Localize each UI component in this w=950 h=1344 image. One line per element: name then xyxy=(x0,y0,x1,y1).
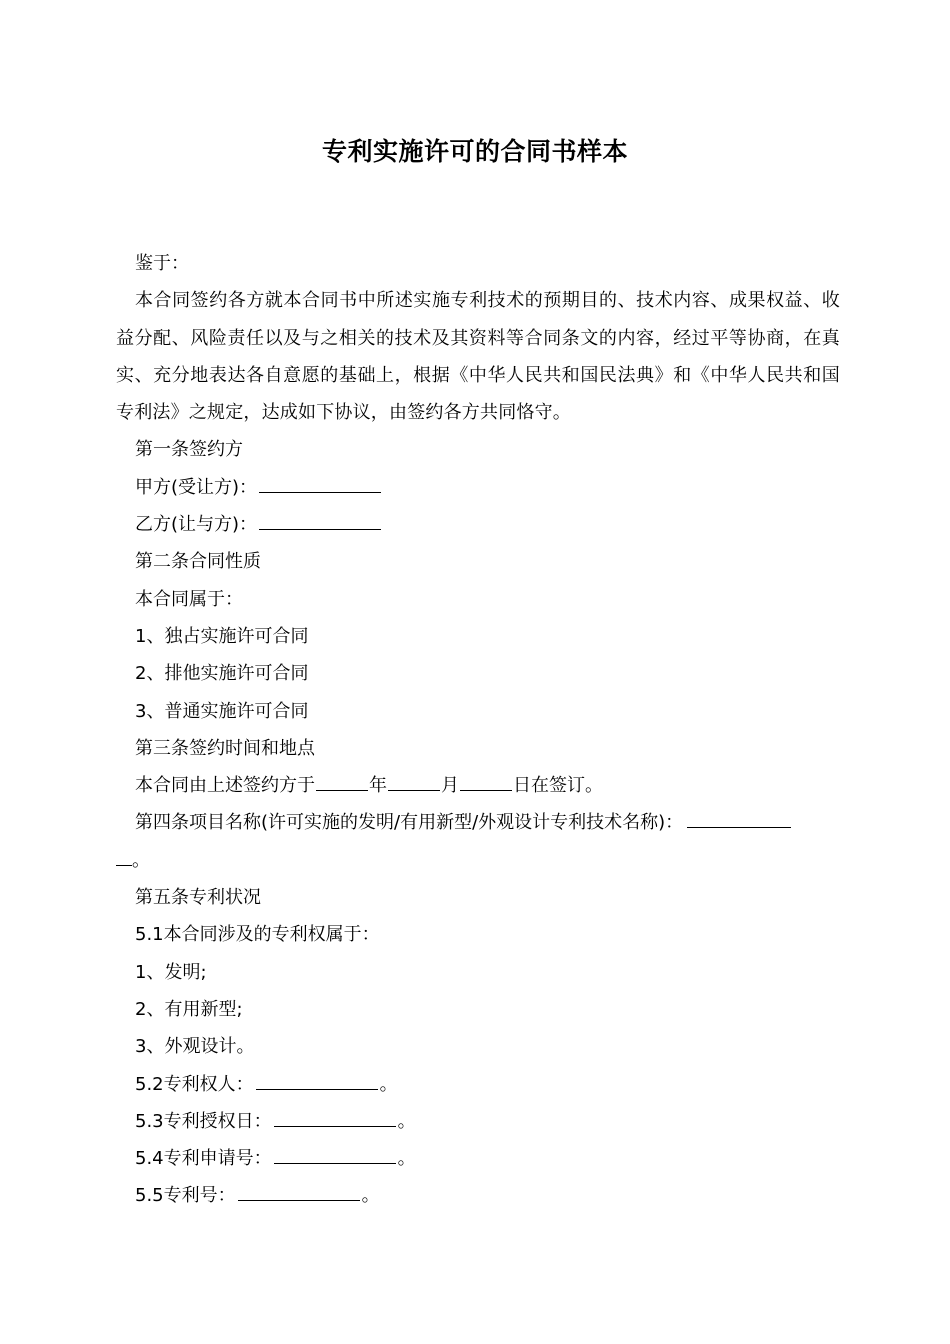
document-body xyxy=(116,245,840,1215)
article-4-continuation xyxy=(116,842,840,879)
party-a-label: 甲方(受让方)： xyxy=(135,476,258,498)
article-5-5-line xyxy=(116,1177,840,1214)
day-blank xyxy=(460,790,512,791)
grant-date-label: 5.3专利授权日： xyxy=(135,1110,272,1132)
patentee-blank xyxy=(256,1089,378,1090)
month-label: 月 xyxy=(441,775,459,797)
article-5-option-3: 3、外观设计。 xyxy=(135,1036,255,1058)
party-a-line xyxy=(116,469,840,506)
party-a-blank xyxy=(259,492,381,493)
article-1-title: 第一条签约方 xyxy=(135,439,243,461)
article-2-option-2: 2、排他实施许可合同 xyxy=(135,663,309,685)
document-title: 专利实施许可的合同书样本 xyxy=(321,137,628,166)
article-3-title: 第三条签约时间和地点 xyxy=(135,737,315,759)
patent-number-period: 。 xyxy=(361,1185,380,1207)
article-5-1: 5.1本合同涉及的专利权属于： xyxy=(135,924,380,946)
application-number-label: 5.4专利申请号： xyxy=(135,1148,272,1170)
article-4-blank-tail xyxy=(116,865,132,866)
grant-date-period: 。 xyxy=(397,1110,416,1132)
grant-date-blank xyxy=(274,1126,396,1127)
month-blank xyxy=(388,790,440,791)
preamble-paragraph: 本合同签约各方就本合同书中所述实施专利技术的预期目的、技术内容、成果权益、收益分配、风险责任以及与之相关的技术及其资料等合同条文的内容，经过平等协商，在真实、充分地表达各自意愿的基础上，根据《中华人民共和国民法典》和《中华人民共和国专利法》之规定，达成如下协议，由签约各方共同恪守。 xyxy=(116,290,840,424)
application-number-blank xyxy=(274,1163,396,1164)
application-number-period: 。 xyxy=(397,1148,416,1170)
article-2-title: 第二条合同性质 xyxy=(135,551,261,573)
article-3-prefix: 本合同由上述签约方于 xyxy=(135,775,315,797)
article-2-option-1: 1、独占实施许可合同 xyxy=(135,625,309,647)
party-b-label: 乙方(让与方)： xyxy=(135,514,258,536)
article-5-option-1: 1、发明; xyxy=(135,961,207,983)
day-label: 日在签订。 xyxy=(513,775,603,797)
article-2-option-3: 3、普通实施许可合同 xyxy=(135,700,309,722)
article-5-3-line xyxy=(116,1103,840,1140)
article-2-intro: 本合同属于： xyxy=(135,588,243,610)
article-4-line xyxy=(116,804,840,841)
patent-number-label: 5.5专利号： xyxy=(135,1185,236,1207)
patentee-label: 5.2专利权人： xyxy=(135,1073,254,1095)
patentee-period: 。 xyxy=(379,1073,398,1095)
article-5-title: 第五条专利状况 xyxy=(135,887,261,909)
year-blank xyxy=(316,790,368,791)
article-5-option-2: 2、有用新型; xyxy=(135,998,243,1020)
year-label: 年 xyxy=(369,775,387,797)
article-3-date-line xyxy=(116,767,840,804)
article-5-2-line xyxy=(116,1066,840,1103)
whereas-line: 鉴于： xyxy=(135,253,189,274)
article-4-text: 第四条项目名称(许可实施的发明/有用新型/外观设计专利技术名称)： xyxy=(135,812,684,834)
patent-number-blank xyxy=(238,1200,360,1201)
article-5-4-line xyxy=(116,1140,840,1177)
article-4-end: 。 xyxy=(132,849,150,871)
article-4-blank xyxy=(687,827,791,828)
party-b-line xyxy=(116,506,840,543)
party-b-blank xyxy=(259,529,381,530)
